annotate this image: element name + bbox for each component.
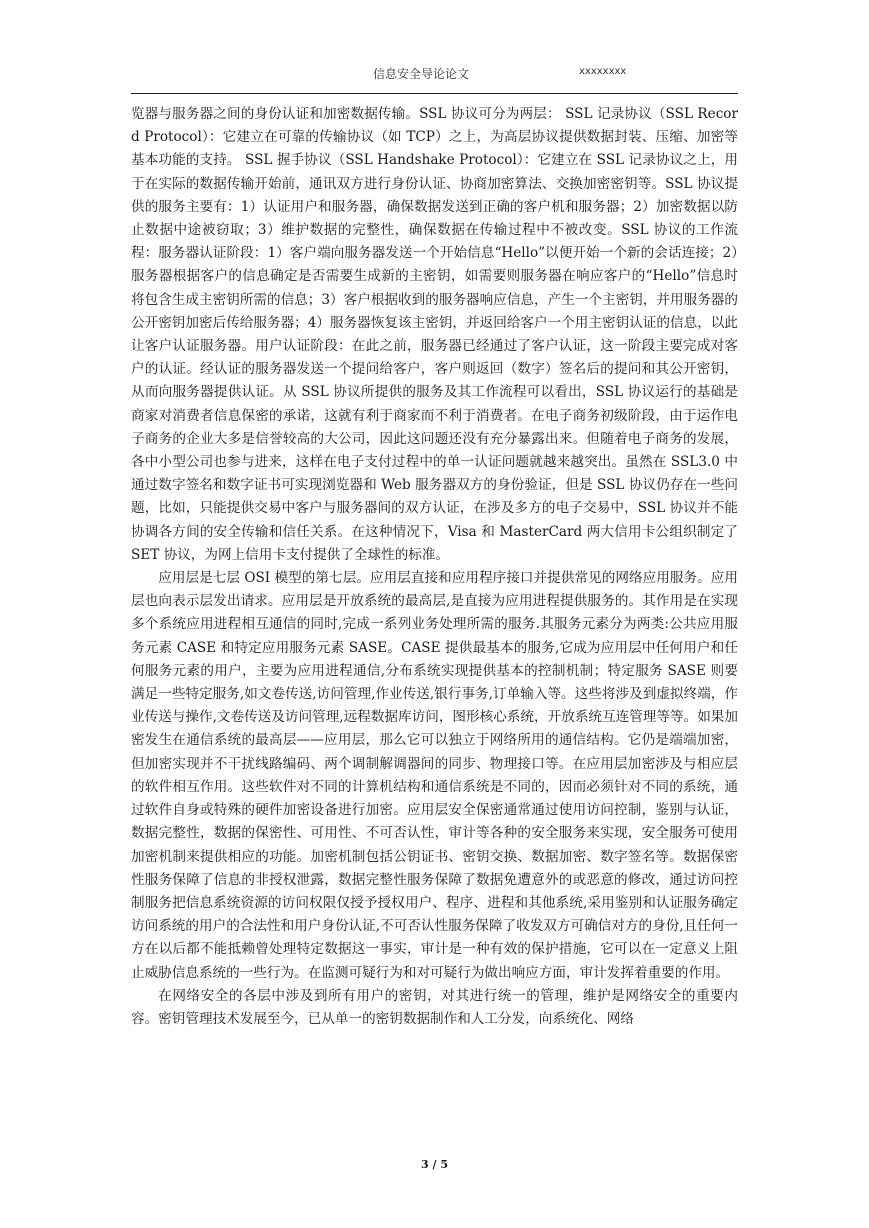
header-title: 信息安全导论论文 [373,67,470,81]
paragraph-ssl: 览器与服务器之间的身份认证和加密数据传输。SSL 协议可分为两层： SSL 记录协议（SSL Record Protocol）：它建立在可靠的传输协议（如 TCP）之上，为高层协议提供数据封装、压缩、加密等基本功能的支持。 SSL 握手协议（SSL Handshake Protocol）：它建立在 SSL 记录协议之上，用于在实际的数据传输开始前，通讯双方进行身份认证、协商加密算法、交换加密密钥等。SSL 协议提供的服务主要有：1）认证用户和服务器，确保数据发送到正确的客户机和服务器；2）加密数据以防止数据中途被窃取；3）维护数据的完整性，确保数据在传输过程中不被改变。SSL 协议的工作流程：服务器认证阶段：1）客户端向服务器发送一个开始信息“Hello”以便开始一个新的会话连接；2）服务器根据客户的信息确定是否需要生成新的主密钥，如需要则服务器在响应客户的“Hello”信息时将包含生成主密钥所需的信息；3）客户根据收到的服务器响应信息，产生一个主密钥，并用服务器的公开密钥加密后传给服务器；4）服务器恢复该主密钥，并返回给客户一个用主密钥认证的信息，以此让客户认证服务器。用户认证阶段：在此之前，服务器已经通过了客户认证，这一阶段主要完成对客户的认证。经认证的服务器发送一个提问给客户，客户则返回（数字）签名后的提问和其公开密钥，从而向服务器提供认证。从 SSL 协议所提供的服务及其工作流程可以看出，SSL 协议运行的基础是商家对消费者信息保密的承诺，这就有利于商家而不利于消费者。在电子商务初级阶段，由于运作电子商务的企业大多是信誉较高的大公司，因此这问题还没有充分暴露出来。但随着电子商务的发展，各中小型公司也参与进来，这样在电子支付过程中的单一认证问题就越来越突出。虽然在 SSL3.0 中通过数字签名和数字证书可实现浏览器和 Web 服务器双方的身份验证，但是 SSL 协议仍存在一些问题，比如，只能提供交易中客户与服务器间的双方认证，在涉及多方的电子交易中，SSL 协议并不能协调各方间的安全传输和信任关系。在这种情况下，Visa 和 MasterCard 两大信用卡公组织制定了 SET 协议，为网上信用卡支付提供了全球性的标准。 [131,106,738,563]
page-number: 3 / 5 [421,1158,448,1171]
document-body [131,103,738,1031]
page-header [131,63,738,94]
header-code: xxxxxxxx [579,66,627,77]
paragraph-application-layer: 应用层是七层 OSI 模型的第七层。应用层直接和应用程序接口并提供常见的网络应用服务。应用层也向表示层发出请求。应用层是开放系统的最高层,是直接为应用进程提供服务的。其作用是在实现多个系统应用进程相互通信的同时,完成一系列业务处理所需的服务.其服务元素分为两类:公共应用服务元素 CASE 和特定应用服务元素 SASE。CASE 提供最基本的服务,它成为应用层中任何用户和任何服务元素的用户，主要为应用进程通信,分布系统实现提供基本的控制机制；特定服务 SASE 则要满足一些特定服务,如文卷传送,访问管理,作业传送,银行事务,订单输入等。这些将涉及到虚拟终端，作业传送与操作,文卷传送及访问管理,远程数据库访问，图形核心系统，开放系统互连管理等等。如果加密发生在通信系统的最高层——应用层，那么它可以独立于网络所用的通信结构。它仍是端端加密，但加密实现并不干扰线路编码、两个调制解调器间的同步、物理接口等。在应用层加密涉及与相应层的软件相互作用。这些软件对不同的计算机结构和通信系统是不同的，因而必须针对不同的系统，通过软件自身或特殊的硬件加密设备进行加密。应用层安全保密通常通过使用访问控制，鉴别与认证，数据完整性，数据的保密性、可用性、不可否认性，审计等各种的安全服务来实现，安全服务可使用加密机制来提供相应的功能。加密机制包括公钥证书、密钥交换、数据加密、数字签名等。数据保密性服务保障了信息的非授权泄露，数据完整性服务保障了数据免遭意外的或恶意的修改，通过访问控制服务把信息系统资源的访问权限仅授予授权用户、程序、进程和其他系统,采用鉴别和认证服务确定访问系统的用户的合法性和用户身份认证,不可否认性服务保障了收发双方可确信对方的身份,且任何一方在以后都不能抵赖曾处理特定数据这一事实，审计是一种有效的保护措施，它可以在一定意义上阻止威胁信息系统的一些行为。在监测可疑行为和对可疑行为做出响应方面，审计发挥着重要的作用。 [131,570,738,981]
paragraph-key-management: 在网络安全的各层中涉及到所有用户的密钥，对其进行统一的管理，维护是网络安全的重要内容。密钥管理技术发展至今，已从单一的密钥数据制作和人工分发，向系统化、网络 [131,987,738,1027]
